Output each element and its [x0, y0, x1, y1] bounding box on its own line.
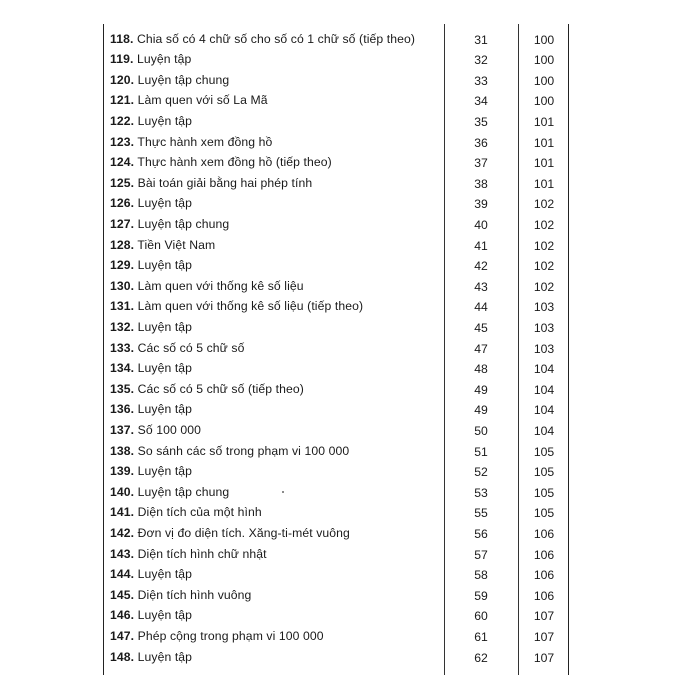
toc-entry [110, 255, 192, 276]
teacher-page-number: 102 [533, 259, 555, 274]
lesson-number: 132. [110, 319, 135, 334]
toc-entry [110, 70, 229, 91]
lesson-title: Diện tích hình chữ nhật [137, 546, 267, 561]
toc-row [104, 379, 570, 400]
scan-speck [282, 491, 284, 493]
toc-row [104, 420, 570, 441]
toc-entry [110, 647, 192, 668]
teacher-page-number: 104 [533, 362, 555, 377]
toc-row [104, 255, 570, 276]
lesson-title: Các số có 5 chữ số (tiếp theo) [137, 381, 304, 396]
toc-row [104, 605, 570, 626]
lesson-number: 125. [110, 175, 135, 190]
lesson-number: 126. [110, 196, 135, 211]
lesson-title: Luyện tập [137, 361, 193, 376]
teacher-page-number: 101 [533, 135, 555, 150]
toc-row [104, 152, 570, 173]
lesson-number: 135. [110, 381, 135, 396]
student-page-number: 59 [474, 588, 488, 603]
toc-row [104, 358, 570, 379]
teacher-page-number: 102 [533, 279, 555, 294]
lesson-title: Số 100 000 [137, 422, 201, 437]
toc-row [104, 482, 570, 503]
lesson-title: Luyện tập [137, 567, 193, 582]
lesson-title: Luyện tập [137, 464, 193, 479]
toc-row [104, 193, 570, 214]
student-page-number: 48 [474, 362, 488, 377]
lesson-number: 130. [110, 278, 135, 293]
toc-entry [110, 132, 272, 153]
toc-row [104, 647, 570, 668]
toc-entry [110, 626, 324, 647]
student-page-number: 60 [474, 609, 488, 624]
toc-row [104, 276, 570, 297]
toc-entry [110, 605, 192, 626]
lesson-number: 142. [110, 525, 135, 540]
toc-row [104, 317, 570, 338]
lesson-number: 133. [110, 340, 135, 355]
teacher-page-number: 103 [533, 320, 555, 335]
toc-row [104, 29, 570, 50]
toc-row [104, 564, 570, 585]
lesson-title: Luyện tập [137, 319, 193, 334]
lesson-number: 121. [110, 93, 135, 108]
student-page-number: 61 [474, 629, 488, 644]
toc-row [104, 502, 570, 523]
lesson-title: Chia số có 4 chữ số cho số có 1 chữ số (tiếp theo) [136, 31, 416, 46]
toc-entry [110, 544, 267, 565]
toc-entry [110, 399, 192, 420]
lesson-number: 118. [110, 31, 134, 46]
lesson-title: Luyện tập chung [137, 216, 230, 231]
teacher-page-number: 103 [533, 300, 555, 315]
toc-row [104, 585, 570, 606]
lesson-number: 140. [110, 484, 135, 499]
teacher-page-number: 101 [533, 176, 555, 191]
student-page-number: 47 [474, 341, 488, 356]
lesson-number: 136. [110, 402, 135, 417]
teacher-page-number: 100 [533, 94, 555, 109]
lesson-number: 127. [110, 216, 135, 231]
toc-entry [110, 317, 192, 338]
toc-entry [110, 564, 192, 585]
student-page-number: 55 [474, 506, 488, 521]
teacher-page-number: 107 [533, 629, 555, 644]
teacher-page-number: 101 [533, 156, 555, 171]
toc-row [104, 461, 570, 482]
toc-row [104, 626, 570, 647]
toc-row [104, 111, 570, 132]
toc-entry [110, 90, 268, 111]
lesson-number: 138. [110, 443, 135, 458]
toc-entry [110, 523, 350, 544]
teacher-page-number: 101 [533, 114, 555, 129]
toc-entry [110, 338, 244, 359]
student-page-number: 51 [474, 444, 488, 459]
lesson-title: Làm quen với thống kê số liệu (tiếp theo) [137, 299, 364, 314]
toc-entry [110, 276, 304, 297]
lesson-number: 124. [110, 155, 135, 170]
toc-row [104, 235, 570, 256]
teacher-page-number: 107 [533, 650, 555, 665]
toc-entry [110, 441, 349, 462]
lesson-title: Làm quen với thống kê số liệu [137, 278, 304, 293]
lesson-title: So sánh các số trong phạm vi 100 000 [137, 443, 350, 458]
toc-row [104, 173, 570, 194]
student-page-number: 35 [474, 114, 488, 129]
lesson-number: 148. [110, 649, 135, 664]
lesson-title: Bài toán giải bằng hai phép tính [137, 175, 313, 190]
student-page-number: 43 [474, 279, 488, 294]
teacher-page-number: 104 [533, 403, 555, 418]
lesson-number: 134. [110, 361, 135, 376]
teacher-page-number: 106 [533, 526, 555, 541]
student-page-number: 49 [474, 403, 488, 418]
toc-entry [110, 379, 304, 400]
lesson-number: 120. [110, 72, 135, 87]
toc-row [104, 441, 570, 462]
teacher-page-number: 104 [533, 423, 555, 438]
lesson-number: 131. [110, 299, 135, 314]
lesson-title: Luyện tập chung [137, 484, 230, 499]
lesson-number: 119. [110, 52, 134, 67]
toc-entry [110, 461, 192, 482]
toc-row [104, 70, 570, 91]
teacher-page-number: 106 [533, 588, 555, 603]
lesson-title: Đơn vị đo diện tích. Xăng-ti-mét vuông [137, 525, 350, 540]
lesson-number: 147. [110, 628, 135, 643]
teacher-page-number: 102 [533, 217, 555, 232]
toc-row [104, 338, 570, 359]
lesson-number: 137. [110, 422, 135, 437]
student-page-number: 37 [474, 156, 488, 171]
lesson-title: Làm quen với số La Mã [137, 93, 268, 108]
lesson-title: Luyện tập [137, 258, 193, 273]
student-page-number: 57 [474, 547, 488, 562]
lesson-title: Phép cộng trong phạm vi 100 000 [137, 628, 324, 643]
student-page-number: 56 [474, 526, 488, 541]
toc-entry [110, 152, 332, 173]
toc-row [104, 49, 570, 70]
teacher-page-number: 100 [533, 73, 555, 88]
student-page-number: 49 [474, 382, 488, 397]
toc-entry [110, 29, 415, 50]
student-page-number: 31 [474, 32, 488, 47]
student-page-number: 58 [474, 568, 488, 583]
toc-row [104, 132, 570, 153]
teacher-page-number: 104 [533, 382, 555, 397]
teacher-page-number: 100 [533, 53, 555, 68]
teacher-page-number: 103 [533, 341, 555, 356]
student-page-number: 53 [474, 485, 488, 500]
student-page-number: 52 [474, 465, 488, 480]
lesson-title: Tiền Việt Nam [137, 237, 216, 252]
teacher-page-number: 105 [533, 485, 555, 500]
teacher-page-number: 107 [533, 609, 555, 624]
toc-entry [110, 49, 191, 70]
lesson-number: 144. [110, 567, 135, 582]
lesson-number: 146. [110, 608, 135, 623]
lesson-number: 141. [110, 505, 135, 520]
toc-entry [110, 502, 262, 523]
lesson-number: 122. [110, 113, 135, 128]
toc-row [104, 544, 570, 565]
lesson-number: 139. [110, 464, 135, 479]
teacher-page-number: 102 [533, 238, 555, 253]
lesson-title: Luyện tập [137, 608, 193, 623]
teacher-page-number: 105 [533, 465, 555, 480]
toc-entry [110, 214, 229, 235]
lesson-title: Luyện tập [137, 649, 193, 664]
lesson-title: Luyện tập chung [137, 72, 230, 87]
lesson-number: 129. [110, 258, 135, 273]
lesson-number: 128. [110, 237, 135, 252]
toc-entry [110, 482, 229, 503]
toc-entry [110, 358, 192, 379]
lesson-number: 143. [110, 546, 135, 561]
toc-entry [110, 111, 192, 132]
student-page-number: 34 [474, 94, 488, 109]
student-page-number: 32 [474, 53, 488, 68]
toc-entry [110, 193, 192, 214]
student-page-number: 62 [474, 650, 488, 665]
teacher-page-number: 100 [533, 32, 555, 47]
lesson-title: Luyện tập [136, 52, 192, 67]
toc-entry [110, 173, 312, 194]
student-page-number: 42 [474, 259, 488, 274]
student-page-number: 36 [474, 135, 488, 150]
teacher-page-number: 102 [533, 197, 555, 212]
student-page-number: 38 [474, 176, 488, 191]
toc-entry [110, 235, 215, 256]
lesson-title: Thực hành xem đồng hồ [137, 134, 273, 149]
toc-row [104, 296, 570, 317]
toc-row [104, 90, 570, 111]
student-page-number: 44 [474, 300, 488, 315]
toc-entry [110, 420, 201, 441]
lesson-title: Diện tích hình vuông [137, 587, 252, 602]
toc-entry [110, 296, 363, 317]
lesson-title: Luyện tập [137, 113, 193, 128]
toc-row [104, 399, 570, 420]
teacher-page-number: 106 [533, 547, 555, 562]
student-page-number: 41 [474, 238, 488, 253]
lesson-number: 123. [110, 134, 135, 149]
teacher-page-number: 105 [533, 506, 555, 521]
lesson-number: 145. [110, 587, 135, 602]
lesson-title: Luyện tập [137, 402, 193, 417]
table-of-contents [103, 24, 569, 675]
student-page-number: 33 [474, 73, 488, 88]
toc-entry [110, 585, 251, 606]
lesson-title: Các số có 5 chữ số [137, 340, 245, 355]
lesson-title: Thực hành xem đồng hồ (tiếp theo) [137, 155, 332, 170]
student-page-number: 40 [474, 217, 488, 232]
lesson-title: Diện tích của một hình [137, 505, 262, 520]
teacher-page-number: 106 [533, 568, 555, 583]
student-page-number: 39 [474, 197, 488, 212]
student-page-number: 50 [474, 423, 488, 438]
toc-row [104, 214, 570, 235]
teacher-page-number: 105 [533, 444, 555, 459]
lesson-title: Luyện tập [137, 196, 193, 211]
student-page-number: 45 [474, 320, 488, 335]
toc-row [104, 523, 570, 544]
